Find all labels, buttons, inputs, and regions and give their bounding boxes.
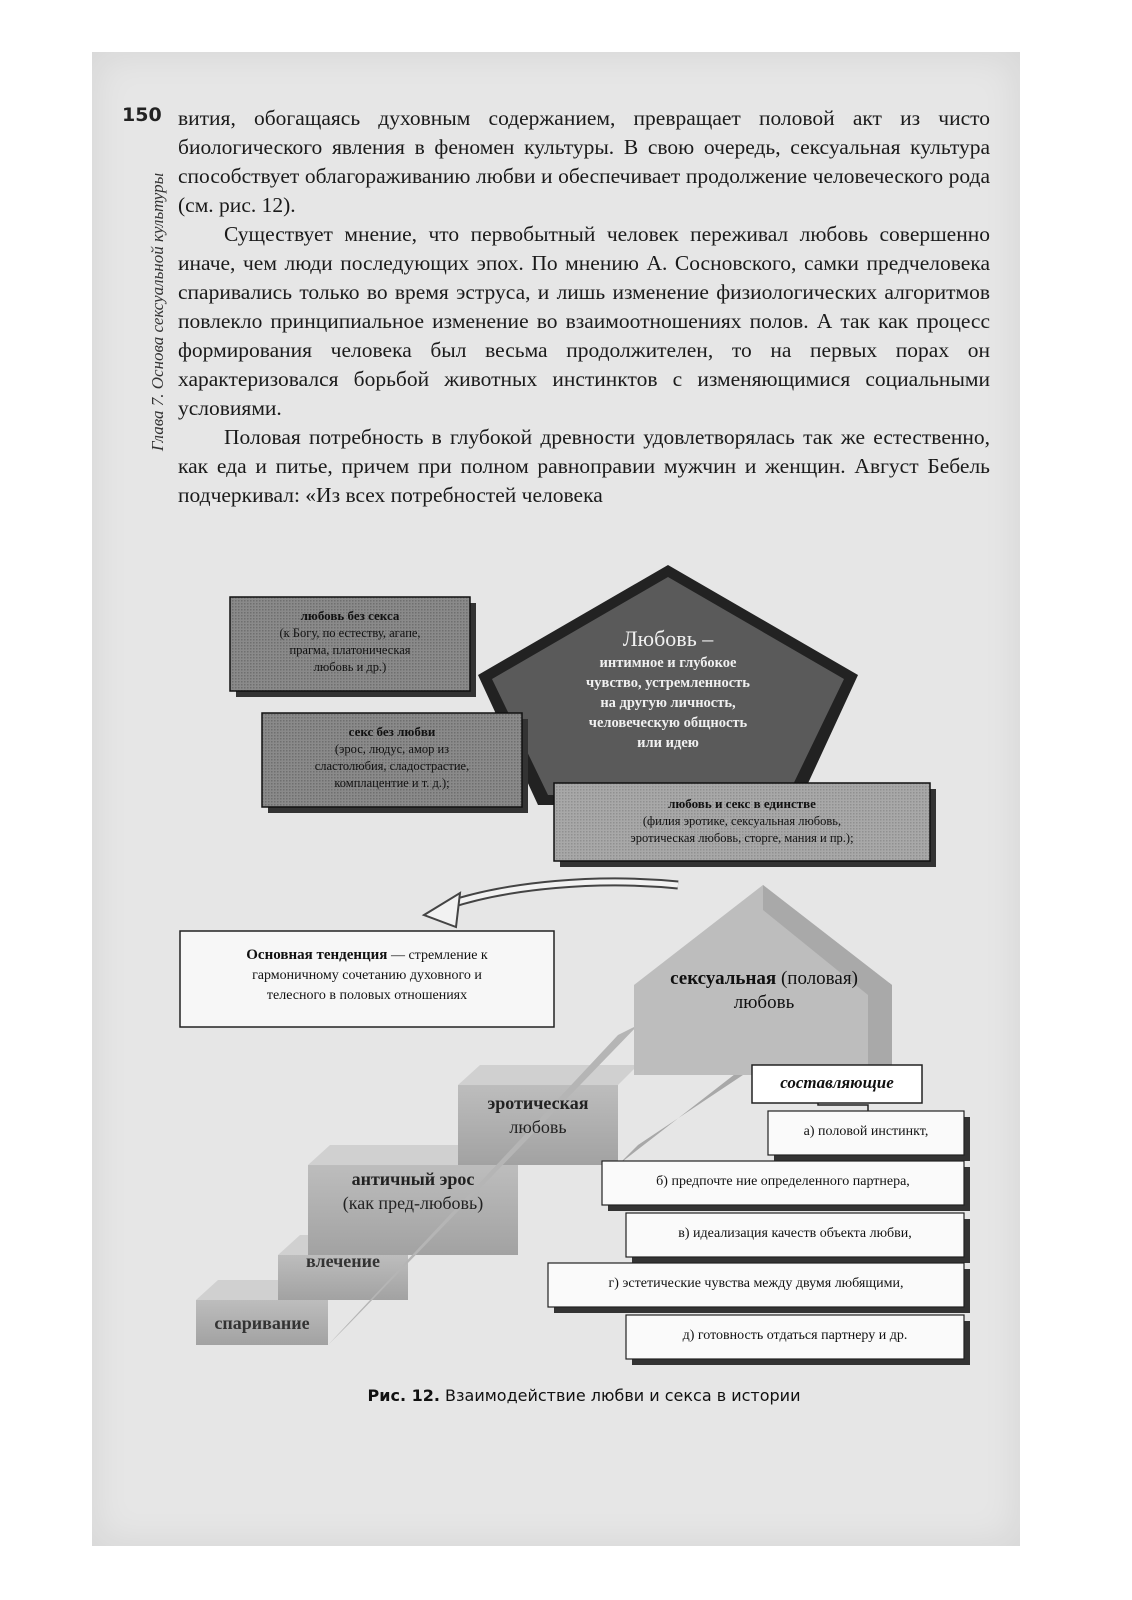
box-line: (к Богу, по естеству, агапе, bbox=[279, 626, 421, 640]
figure-12 bbox=[178, 555, 990, 1380]
pentagon-line: чувство, устремленность bbox=[586, 675, 750, 691]
component-b: б) предпочте ние определенного партнера, bbox=[656, 1174, 910, 1189]
house-label bbox=[644, 967, 884, 1015]
box-love-without-sex bbox=[230, 607, 470, 676]
step-label-attraction bbox=[278, 1251, 408, 1272]
components-title bbox=[752, 1073, 922, 1093]
paragraph-3: Половая потребность в глубокой древности удовлетворялась так же естественно, как еда и питье, причем при полном равноправии мужчин и женщин. Август Бебель подчеркивал: «Из всех потребностей человека bbox=[178, 425, 990, 507]
pentagon-text bbox=[538, 625, 798, 753]
box-title: любовь и секс в единстве bbox=[668, 796, 816, 811]
box-line: комплацентие и т. д.); bbox=[334, 776, 450, 790]
box-line: (филия эротике, сексуальная любовь, bbox=[642, 814, 842, 828]
step-label-mating bbox=[196, 1313, 328, 1334]
box-line: эротическая любовь, сторге, мания и пр.); bbox=[630, 831, 854, 845]
component-e: д) готовность отдаться партнеру и др. bbox=[682, 1328, 908, 1343]
tendency-text bbox=[180, 945, 554, 1006]
running-head-text: Глава 7. Основа сексуальной культуры bbox=[148, 172, 167, 452]
pentagon-line: или идею bbox=[637, 735, 699, 751]
tendency-dash: — стремление к bbox=[387, 948, 488, 963]
house-rest: (половая) bbox=[776, 968, 858, 989]
box-line: любовь и др.) bbox=[313, 660, 387, 674]
pentagon-title: Любовь – bbox=[622, 626, 714, 651]
tendency-line: телесного в половых отношениях bbox=[266, 988, 468, 1003]
arrow-head bbox=[424, 893, 460, 927]
box-title: любовь без секса bbox=[300, 608, 400, 623]
step-label: античный эрос bbox=[351, 1169, 475, 1189]
component-d: г) эстетические чувства между двумя любящими, bbox=[608, 1276, 904, 1291]
house-line2: любовь bbox=[733, 992, 795, 1013]
house-bold: сексуальная bbox=[670, 968, 777, 989]
box-title: секс без любви bbox=[348, 724, 436, 739]
component-c: в) идеализация качеств объекта любви, bbox=[678, 1226, 912, 1241]
pentagon-line: на другую личность, bbox=[600, 695, 736, 711]
components-title-text: составляющие bbox=[780, 1073, 894, 1092]
figure-caption bbox=[178, 1386, 990, 1405]
box-line: сластолюбия, сладострастие, bbox=[314, 759, 470, 773]
box-sex-without-love bbox=[262, 723, 522, 792]
pentagon-line: человеческую общность bbox=[588, 715, 748, 731]
step-label2: (как пред-любовь) bbox=[342, 1193, 484, 1213]
step-label-erotic-love bbox=[458, 1091, 618, 1139]
caption-prefix: Рис. 12. bbox=[367, 1386, 440, 1405]
box-line: (эрос, людус, амор из bbox=[334, 742, 450, 756]
step-label2: любовь bbox=[509, 1117, 567, 1137]
page-number: 150 bbox=[122, 104, 162, 126]
box-unity bbox=[554, 795, 930, 847]
tendency-line: гармоничному сочетанию духовного и bbox=[252, 968, 482, 983]
step-label: спаривание bbox=[214, 1313, 310, 1333]
paragraph-2: Существует мнение, что первобытный человек переживал любовь совершенно иначе, чем люди последующих эпох. По мнению А. Сосновского, самки предчеловека спаривались только во время эструса, и лишь изменение физиологических алгоритмов повлекло принципиальное изменение во взаимоотношениях полов. А так как процесс формирования человека был весьма продолжителен, то на первых порах он характеризовался борьбой животных инстинктов с изменяющимися социальными условиями. bbox=[178, 222, 990, 420]
pentagon-line: интимное и глубокое bbox=[599, 655, 737, 671]
caption-text: Взаимодействие любви и секса в истории bbox=[439, 1386, 801, 1405]
box-line: прагма, платоническая bbox=[289, 643, 411, 657]
step-label-antique-eros bbox=[308, 1167, 518, 1215]
paragraph-1: вития, обогащаясь духовным содержанием, превращает половой акт из чисто биологического явления в феномен культуры. В свою очередь, сексуальная культура способствует облагораживанию любви и обеспечивает продолжение человеческого рода (см. рис. 12). bbox=[178, 106, 990, 217]
tendency-bold: Основная тенденция bbox=[246, 947, 388, 963]
component-a: а) половой инстинкт, bbox=[803, 1124, 929, 1139]
body-text bbox=[178, 104, 990, 510]
step-label: эротическая bbox=[487, 1093, 589, 1113]
step-label: влечение bbox=[306, 1251, 380, 1271]
